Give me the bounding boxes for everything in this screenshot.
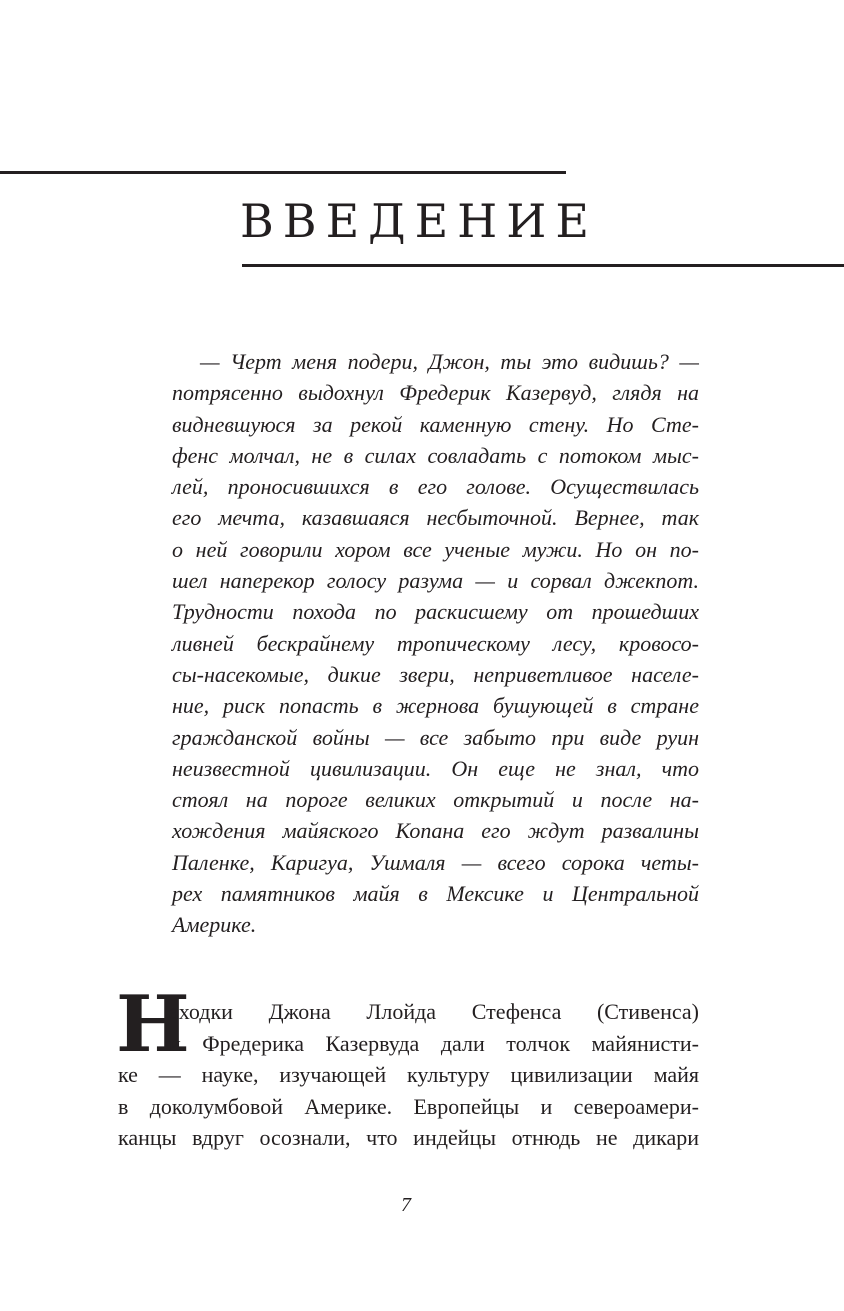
body-paragraph bbox=[118, 996, 699, 1154]
epigraph-line: Трудности похода по раскисшему от прошедших bbox=[172, 599, 699, 625]
epigraph-line: стоял на пороге великих открытий и после на- bbox=[172, 787, 699, 813]
epigraph-line: ние, риск попасть в жернова бушующей в стране bbox=[172, 693, 699, 719]
chapter-rule-bottom bbox=[242, 264, 844, 267]
epigraph-line: Паленке, Каригуа, Ушмаля — всего сорока четы- bbox=[172, 849, 699, 875]
epigraph-line: лей, проносившихся в его голове. Осуществилась bbox=[172, 474, 699, 500]
epigraph-line: фенс молчал, не в силах совладать с потоком мыс- bbox=[172, 442, 699, 468]
epigraph-line: о ней говорили хором все ученые мужи. Но он по- bbox=[172, 536, 699, 562]
body-line: аходки Джона Ллойда Стефенса (Стивенса) bbox=[169, 999, 699, 1024]
body-line: в доколумбовой Америке. Европейцы и североамери- bbox=[118, 1093, 699, 1119]
epigraph-line: сы-насекомые, дикие звери, неприветливое населе- bbox=[172, 661, 699, 687]
epigraph-line: его мечта, казавшаяся несбыточной. Вернее, так bbox=[172, 505, 699, 531]
epigraph bbox=[172, 346, 699, 941]
body-line: и Фредерика Казервуда дали толчок майянисти- bbox=[169, 1030, 699, 1056]
epigraph-line: гражданской войны — все забыто при виде руин bbox=[172, 724, 699, 750]
epigraph-line: видневшуюся за рекой каменную стену. Но Сте- bbox=[172, 411, 699, 437]
epigraph-line: ливней бескрайнему тропическому лесу, кровосо- bbox=[172, 630, 699, 656]
drop-cap-letter: Н bbox=[116, 979, 190, 1070]
chapter-rule-top bbox=[0, 171, 566, 174]
epigraph-line: хождения майяского Копана его ждут развалины bbox=[172, 818, 699, 844]
epigraph-line: — Черт меня подери, Джон, ты это видишь? — bbox=[200, 349, 699, 374]
body-line: ке — науке, изучающей культуру цивилизации майя bbox=[118, 1062, 699, 1088]
epigraph-line: потрясенно выдохнул Фредерик Казервуд, глядя на bbox=[172, 380, 699, 406]
epigraph-line: шел наперекор голосу разума — и сорвал джекпот. bbox=[172, 568, 699, 594]
page-number: 7 bbox=[401, 1194, 411, 1216]
body-line: канцы вдруг осознали, что индейцы отнюдь не дикари bbox=[118, 1125, 699, 1151]
chapter-title: ВВЕДЕНИЕ bbox=[240, 194, 598, 248]
epigraph-line: неизвестной цивилизации. Он еще не знал, что bbox=[172, 755, 699, 781]
epigraph-line: рех памятников майя в Мексике и Центральной bbox=[172, 881, 699, 907]
epigraph-line: Америке. bbox=[172, 912, 257, 938]
